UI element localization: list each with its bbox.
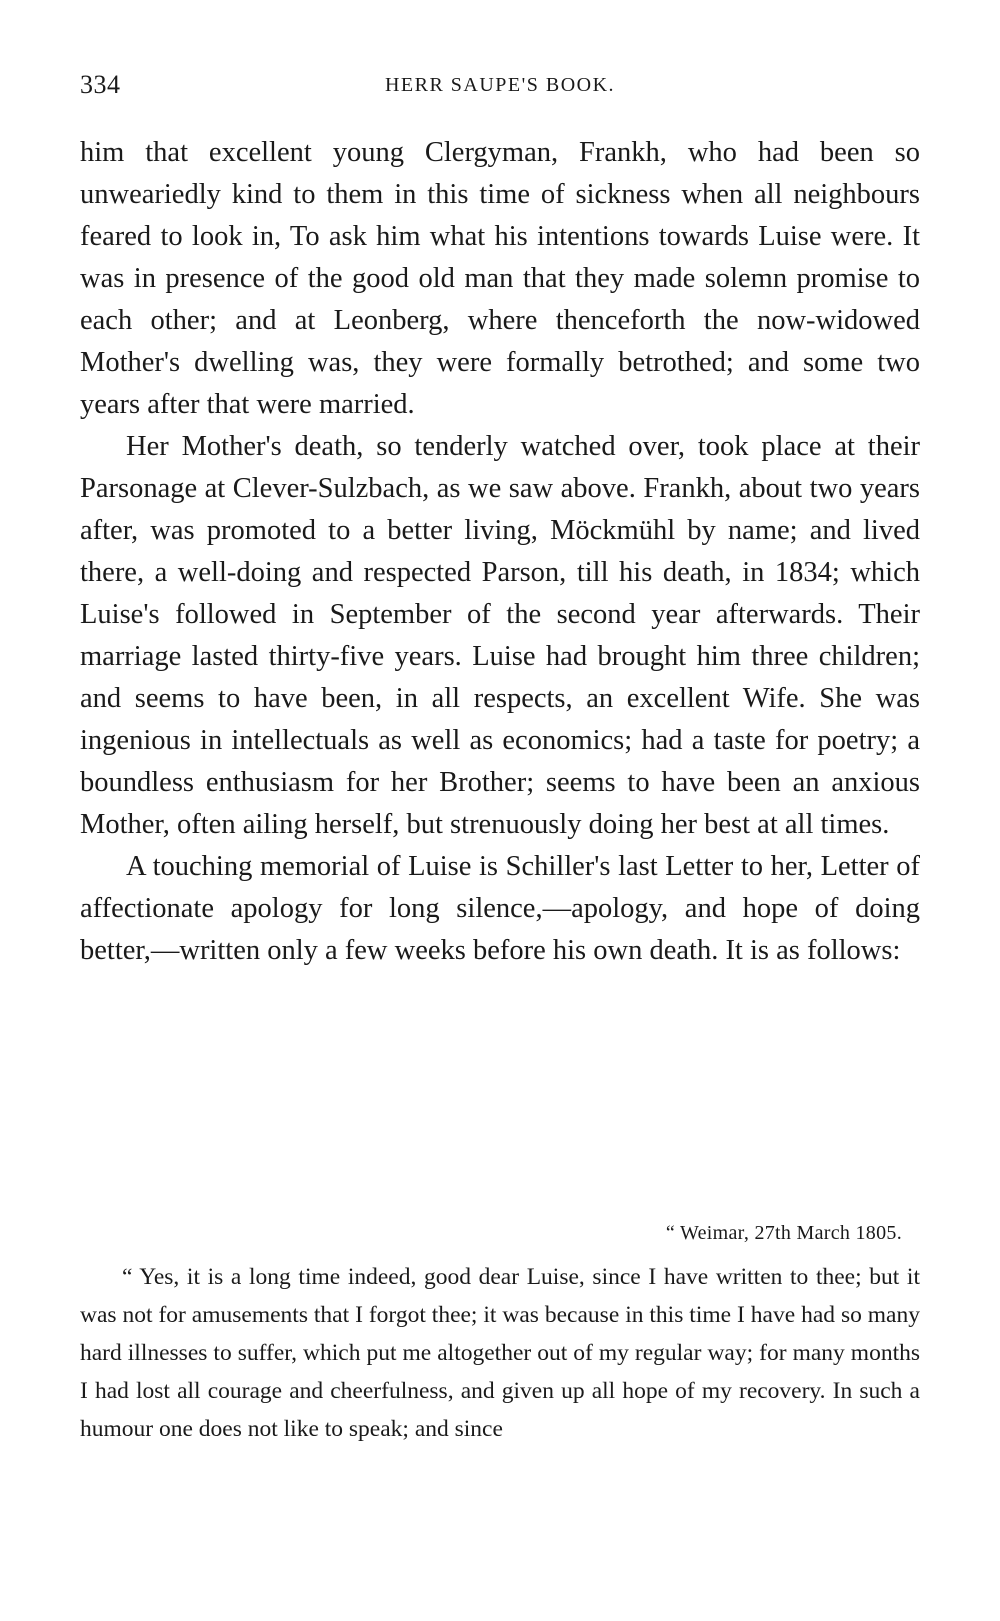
quoted-letter (80, 1258, 920, 1448)
page-header (80, 70, 920, 104)
paragraph-1: him that excellent young Clergyman, Frankh, who had been so unweariedly kind to them in this time of sickness when all neighbours feared to look in, To ask him what his intentions towards Luise were. It was in presence of the good old man that they made solemn promise to each other; and at Leonberg, where thenceforth the now-widowed Mother's dwelling was, they were formally betrothed; and some two years after that were married. (80, 137, 920, 420)
letter-date-line: “ Weimar, 27th March 1805. (665, 1222, 902, 1244)
letter-text: “ Yes, it is a long time indeed, good dear Luise, since I have written to thee; but it was not for amusements that I forgot thee; it was because in this time I have had so many hard illnesses to suffer, which put me altogether out of my regular way; for many months I had lost all courage and cheerfulness, and given up all hope of my recovery. In such a humour one does not like to speak; and since (80, 1264, 920, 1442)
running-title: HERR SAUPE'S BOOK. (384, 74, 616, 96)
page-number: 334 (80, 70, 121, 99)
paragraph-2: Her Mother's death, so tenderly watched over, took place at their Parsonage at Clever-Sulzbach, as we saw above. Frankh, about two years after, was promoted to a better living, Möckmühl by name; and lived there, a well-doing and respected Parson, till his death, in 1834; which Luise's followed in September of the second year afterwards. Their marriage lasted thirty-five years. Luise had brought him three children; and seems to have been, in all respects, an excellent Wife. She was ingenious in intellectuals as well as economics; had a taste for poetry; a boundless enthusiasm for her Brother; seems to have been an anxious Mother, often ailing herself, but strenuously doing her best at all times. (80, 431, 920, 840)
body-text (80, 132, 920, 972)
paragraph-3: A touching memorial of Luise is Schiller's last Letter to her, Letter of affectionate apology for long silence,—apology, and hope of doing better,—written only a few weeks before his own death. It is as follows: (80, 851, 920, 966)
